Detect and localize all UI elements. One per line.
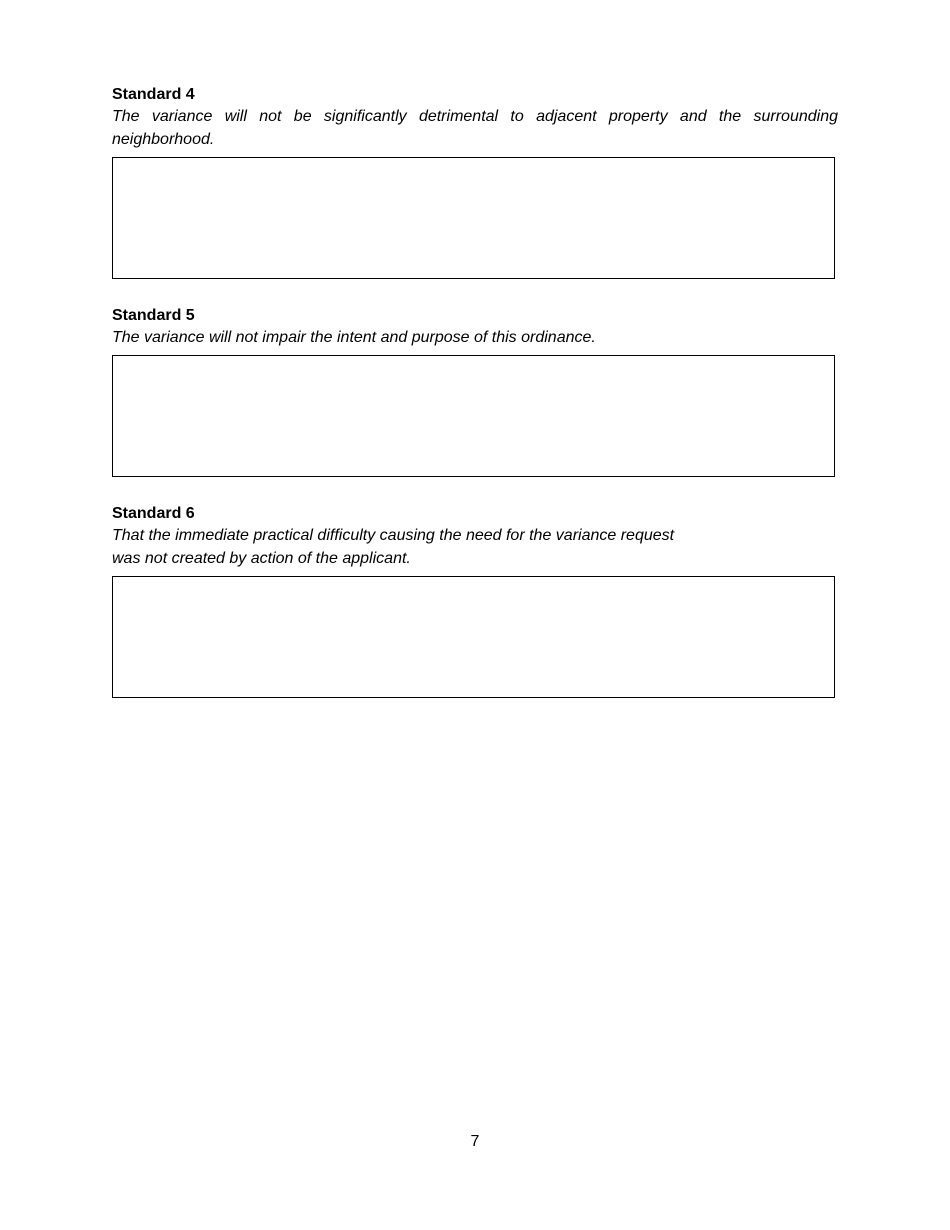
standard-5-section (112, 305, 838, 350)
standard-6-description-line-1: That the immediate practical difficulty causing the need for the variance request (112, 527, 675, 544)
standard-4-response-box[interactable] (112, 157, 835, 279)
standard-4-description: The variance will not be significantly detrimental to adjacent property and the surrounding neighborhood. (112, 108, 838, 148)
standard-6-section (112, 503, 838, 570)
standard-4-heading: Standard 4 (112, 86, 195, 103)
standard-5-response-box[interactable] (112, 355, 835, 477)
page-number: 7 (470, 1133, 480, 1150)
standard-6-heading: Standard 6 (112, 505, 195, 522)
standard-5-heading: Standard 5 (112, 307, 195, 324)
standard-5-description: The variance will not impair the intent and purpose of this ordinance. (112, 329, 596, 346)
standard-6-response-box[interactable] (112, 576, 835, 698)
standard-4-section (112, 84, 838, 151)
standard-6-description-line-2: was not created by action of the applicant. (112, 549, 411, 567)
